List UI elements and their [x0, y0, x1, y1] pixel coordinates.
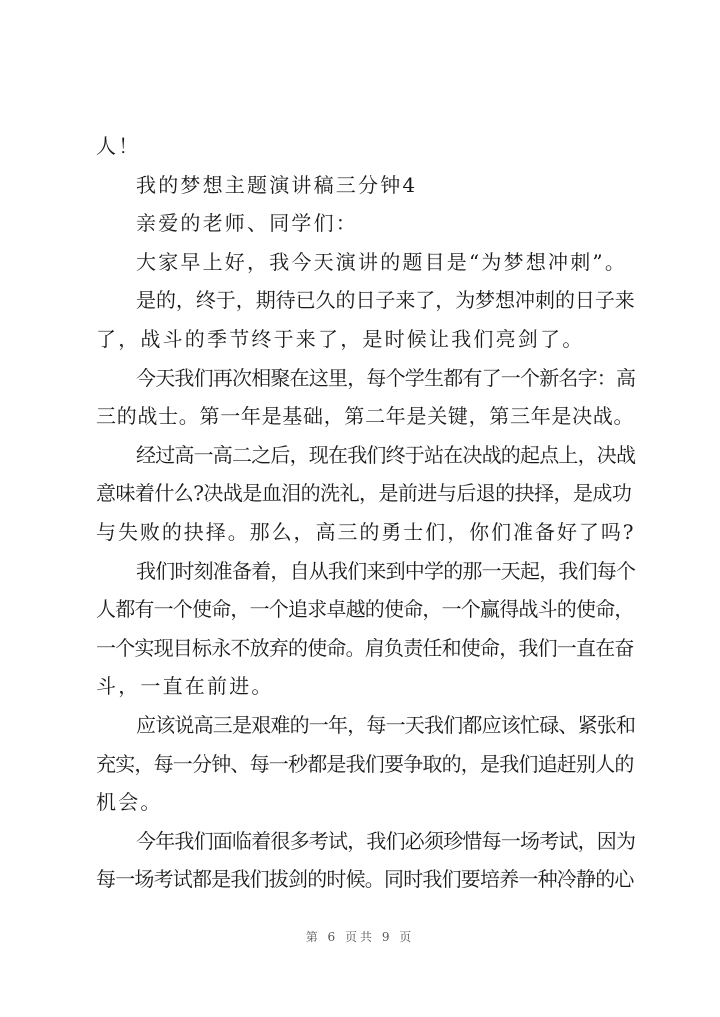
- text-line: 机会。: [96, 790, 163, 815]
- text-line: 我的梦想主题演讲稿三分钟4: [136, 172, 418, 197]
- text-line: 充实，每一分钟、每一秒都是我们要争取的，是我们追赶别人的: [96, 751, 634, 776]
- text-line: 每一场考试都是我们拔剑的时候。同时我们要培养一种冷静的心: [96, 867, 634, 892]
- text-line: 是的，终于，期待已久的日子来了，为梦想冲刺的日子来: [136, 288, 635, 313]
- text-line: 今年我们面临着很多考试，我们必须珍惜每一场考试，因为: [136, 828, 636, 853]
- text-line: 一个实现目标永不放弃的使命。肩负责任和使命，我们一直在奋: [96, 635, 634, 660]
- text-line: 与失败的抉择。那么，高三的勇士们，你们准备好了吗?: [96, 519, 636, 544]
- text-line: 三的战士。第一年是基础，第二年是关键，第三年是决战。: [96, 404, 635, 429]
- text-line: 今天我们再次相聚在这里，每个学生都有了一个新名字：高: [136, 365, 636, 390]
- text-line: 人！: [96, 134, 141, 158]
- text-line: 意味着什么?决战是血泪的洗礼，是前进与后退的抉择，是成功: [96, 481, 632, 506]
- document-body: [96, 127, 636, 899]
- text-line: 大家早上好，我今天演讲的题目是“为梦想冲刺”。: [136, 249, 628, 274]
- text-line: 斗，一直在前进。: [96, 674, 274, 699]
- text-line: 应该说高三是艰难的一年，每一天我们都应该忙碌、紧张和: [136, 712, 636, 737]
- text-line: 经过高一高二之后，现在我们终于站在决战的起点上，决战: [136, 442, 636, 467]
- text-line: 了，战斗的季节终于来了，是时候让我们亮剑了。: [96, 326, 585, 351]
- text-line: 我们时刻准备着，自从我们来到中学的那一天起，我们每个: [136, 558, 636, 583]
- page-number-footer: 第 6 页共 9 页: [305, 930, 415, 944]
- text-line: 亲爱的老师、同学们：: [136, 211, 358, 236]
- text-line: 人都有一个使命，一个追求卓越的使命，一个赢得战斗的使命，: [96, 597, 634, 622]
